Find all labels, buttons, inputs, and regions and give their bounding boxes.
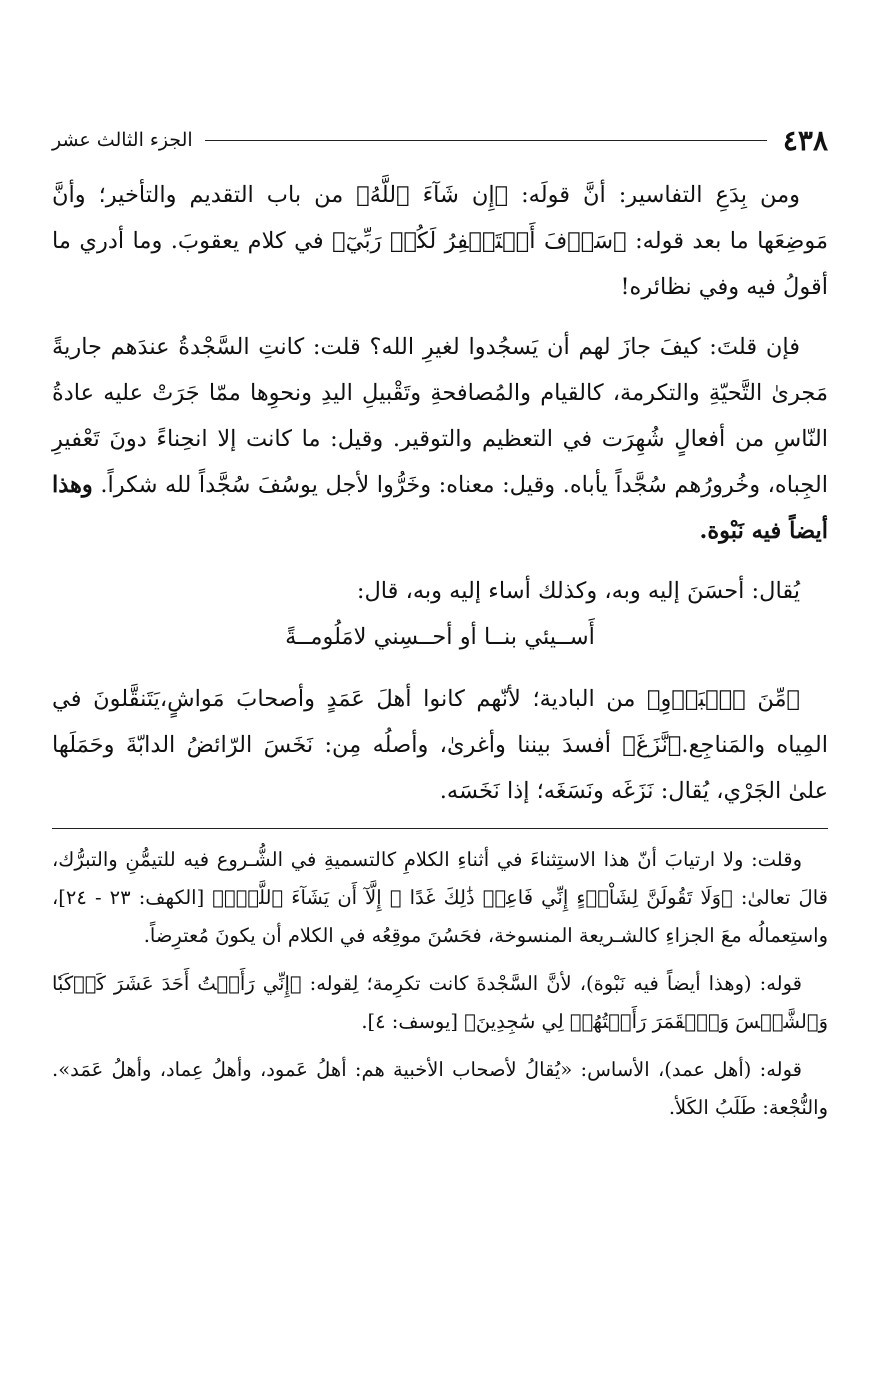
poetry-verse: أَســيئي بنــا أو أحــسِني لامَلُومــةً: [285, 624, 595, 650]
commentary-paragraph: قوله: (أهل عمد)، الأساس: «يُقالُ لأصحاب الأخبية هم: أهلُ عَمود، وأهلُ عِماد، وأهلُ عَمَد». والنُّجْعة: طَلَبُ الكَلأ.: [52, 1058, 828, 1119]
main-paragraph: [52, 324, 828, 554]
page-number: ٤٣٨: [782, 123, 828, 157]
main-paragraph: يُقال: أحسَنَ إليه وبه، وكذلك أساء إليه وبه، قال:: [356, 578, 800, 604]
book-page: [52, 118, 828, 1137]
main-paragraph: ومن بِدَعِ التفاسير: أنَّ قولَه: ﴿إِن شَآءَ ٱللَّهُ﴾ من باب التقديم والتأخير؛ وأنَّ مَوضِعَها ما بعد قوله: ﴿سَوۡفَ أَسۡتَغۡفِرُ لَكُمۡ رَبِّيٓ﴾ في كلام يعقوبَ. وما أدري ما أقولُ فيه وفي نظائره!: [52, 182, 828, 300]
header-rule: [205, 140, 767, 141]
commentary-section: [52, 841, 828, 1127]
page-header: [52, 118, 828, 162]
main-paragraph-text: فإن قلتَ: كيفَ جازَ لهم أن يَسجُدوا لغيرِ الله؟ قلت: كانتِ السَّجْدةُ عندَهم جاريةً مَجرىٰ التَّحيّةِ والتكرمة، كالقيام والمُصافحةِ وتَقْبيلِ اليدِ ونحوِها ممّا جَرَتْ عليه عادةُ النّاسِ من أفعالٍ شُهِرَت في التعظيم والتوقير. وقيل: ما كانت إلا انحِناءً دونَ تَعْفيرِ الجِباه، وخُرورُهم سُجَّداً يأباه. وقيل: معناه: وخَرُّوا لأجل يوسُفَ سُجَّداً لله شكراً.: [52, 334, 828, 498]
commentary-divider: [52, 828, 828, 829]
commentary-paragraph: قوله: (وهذا أيضاً فيه نَبْوة)، لأنَّ السَّجْدةَ كانت تكرِمة؛ لِقوله: ﴿إِنِّي رَأَيۡتُ أَحَدَ عَشَرَ كَوۡكَبٗا وَٱلشَّمۡسَ وَٱلۡقَمَرَ رَأَيۡتُهُمۡ لِي سَٰجِدِينَ﴾ [يوسف: ٤].: [52, 972, 828, 1033]
running-title: الجزء الثالث عشر: [52, 129, 193, 151]
main-text: [52, 172, 828, 814]
bold-phrase: وهذا أيضاً فيه نَبْوة.: [52, 472, 828, 544]
main-paragraph: ﴿مِّنَ ٱلۡبَدۡوِ﴾ من البادية؛ لأنّهم كانوا أهلَ عَمَدٍ وأصحابَ مَواشٍ،يَتَنقَّلونَ في المِياه والمَناجِع.﴿نَّزَغَ﴾ أفسدَ بيننا وأغرىٰ، وأصلُه مِن: نَخَسَ الرّائضُ الدابّةَ وحَمَلَها علىٰ الجَرْي، يُقال: نَزَغَه ونَسَغَه؛ إذا نَخَسَه.: [52, 686, 828, 804]
commentary-paragraph: وقلت: ولا ارتيابَ أنّ هذا الاستِثناءَ في أثناءِ الكلامِ كالتسميةِ في الشُّـروع فيه للتيمُّنِ والتبرُّك، قالَ تعالىٰ: ﴿وَلَا تَقُولَنَّ لِشَاْيۡءٍ إِنِّي فَاعِلٞ ذَٰلِكَ غَدًا ۞ إِلَّآ أَن يَشَآءَ ٱللَّهُۚ﴾ [الكهف: ٢٣ - ٢٤]، واستِعمالُه معَ الجزاءِ كالشـريعة المنسوخة، فحَسُنَ موقِعُه في الكلام أن يكونَ مُعترِضاً.: [52, 848, 828, 947]
